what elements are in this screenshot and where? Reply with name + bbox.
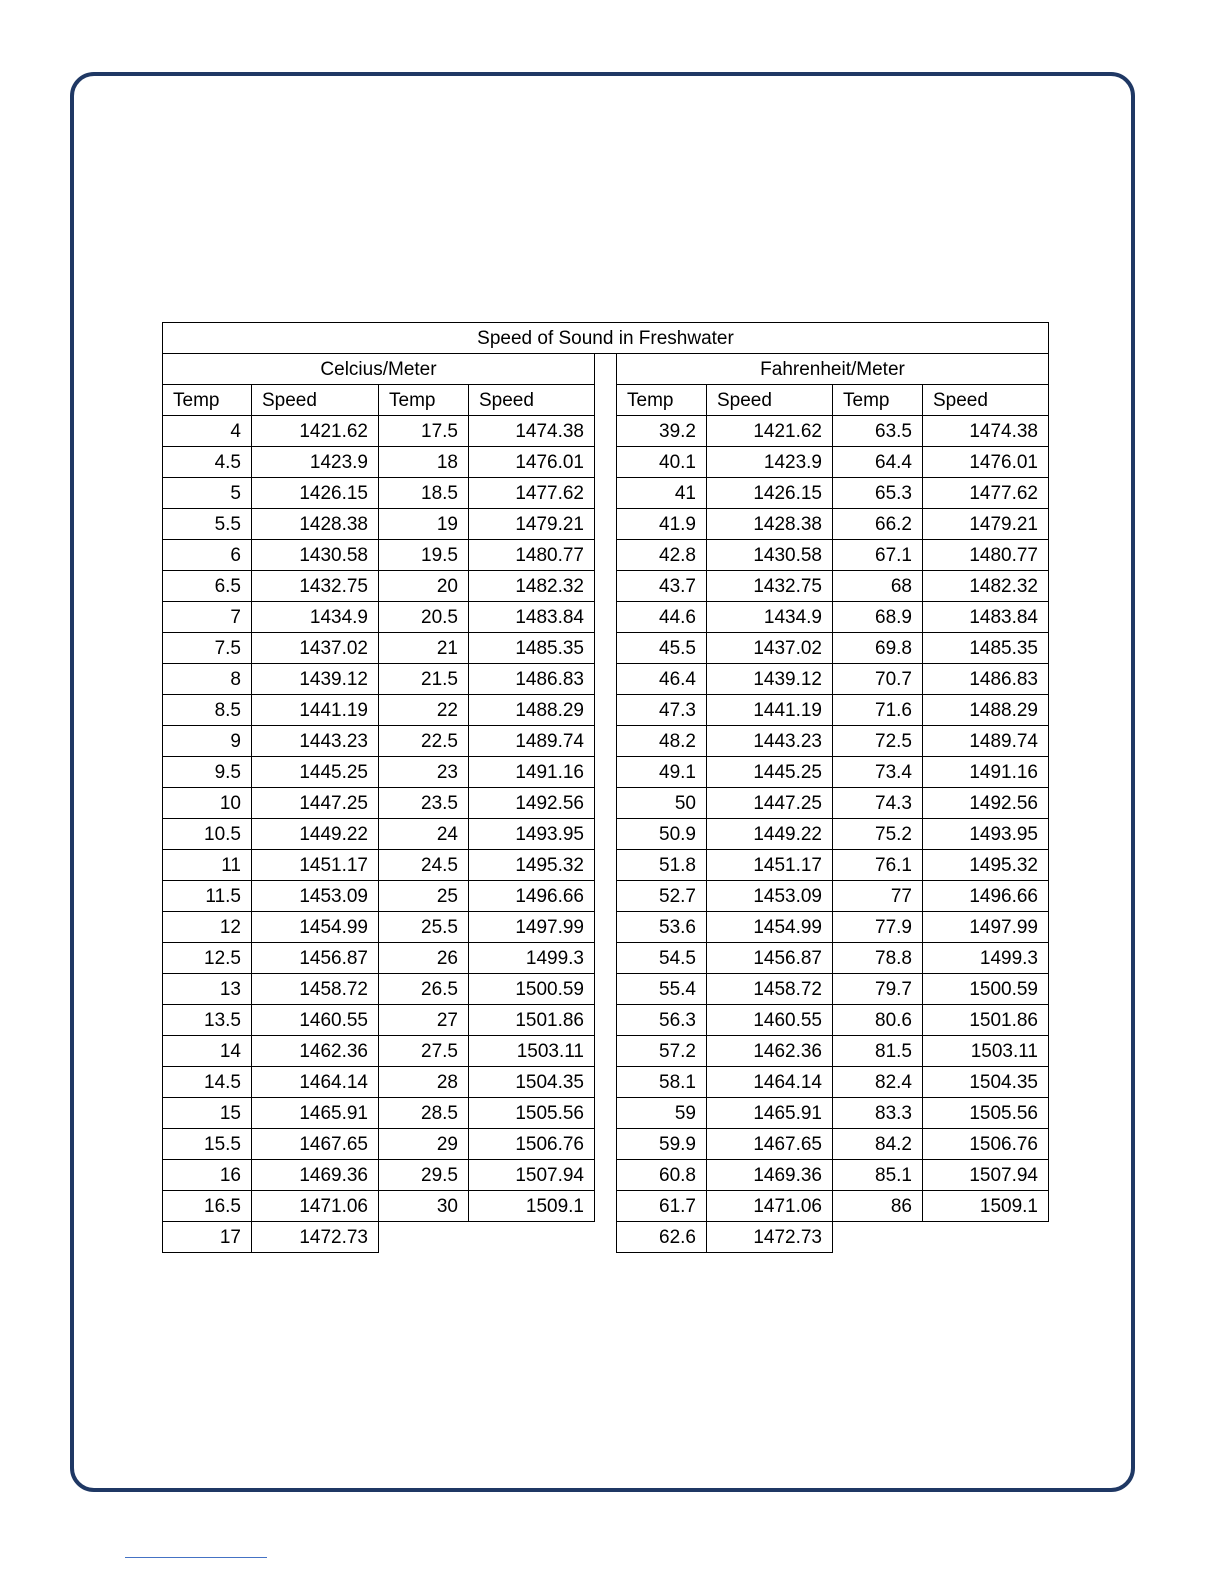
celsius-temp-b: 27.5 [379, 1036, 469, 1067]
celsius-temp-b: 22.5 [379, 726, 469, 757]
fahrenheit-speed-b: 1506.76 [923, 1129, 1049, 1160]
celsius-temp-b: 29.5 [379, 1160, 469, 1191]
fahrenheit-speed-b: 1492.56 [923, 788, 1049, 819]
celsius-speed-b: 1488.29 [469, 695, 595, 726]
celsius-temp-b: 18 [379, 447, 469, 478]
table-row [163, 1098, 1049, 1129]
celsius-speed-b: 1495.32 [469, 850, 595, 881]
fahrenheit-speed-b: 1489.74 [923, 726, 1049, 757]
fahrenheit-speed-b: 1480.77 [923, 540, 1049, 571]
fahrenheit-temp-a: 51.8 [617, 850, 707, 881]
celsius-temp-a: 13 [163, 974, 252, 1005]
celsius-speed-b: 1507.94 [469, 1160, 595, 1191]
gap-cell [595, 1222, 617, 1253]
table-row [163, 602, 1049, 633]
fahrenheit-speed-a: 1432.75 [707, 571, 833, 602]
gap-cell [595, 664, 617, 695]
celsius-speed-a: 1421.62 [252, 416, 379, 447]
celsius-speed-a: 1464.14 [252, 1067, 379, 1098]
table-row [163, 478, 1049, 509]
fahrenheit-speed-b: 1496.66 [923, 881, 1049, 912]
celsius-temp-b: 19 [379, 509, 469, 540]
celsius-temp-b: 20 [379, 571, 469, 602]
celsius-temp-a: 5.5 [163, 509, 252, 540]
table-row [163, 571, 1049, 602]
celsius-temp-b: 22 [379, 695, 469, 726]
fahrenheit-speed-a: 1451.17 [707, 850, 833, 881]
gap-cell [595, 726, 617, 757]
fahrenheit-temp-a: 56.3 [617, 1005, 707, 1036]
celsius-temp-a: 12.5 [163, 943, 252, 974]
fahrenheit-temp-b: 65.3 [833, 478, 923, 509]
celsius-temp-b: 23.5 [379, 788, 469, 819]
fahrenheit-speed-b: 1497.99 [923, 912, 1049, 943]
table-row [163, 757, 1049, 788]
fahrenheit-temp-a: 50 [617, 788, 707, 819]
celsius-speed-b: 1505.56 [469, 1098, 595, 1129]
fahrenheit-speed-a: 1430.58 [707, 540, 833, 571]
fahrenheit-temp-b: 73.4 [833, 757, 923, 788]
table-title: Speed of Sound in Freshwater [163, 323, 1049, 354]
fahrenheit-temp-a: 50.9 [617, 819, 707, 850]
table-row [163, 943, 1049, 974]
speed-of-sound-table [162, 322, 1049, 1253]
celsius-speed-b: 1504.35 [469, 1067, 595, 1098]
celsius-speed-a: 1465.91 [252, 1098, 379, 1129]
celsius-speed-a: 1454.99 [252, 912, 379, 943]
fahrenheit-temp-a: 58.1 [617, 1067, 707, 1098]
table-row [163, 1160, 1049, 1191]
fahrenheit-speed-b: 1505.56 [923, 1098, 1049, 1129]
table-body [163, 416, 1049, 1253]
table-row [163, 447, 1049, 478]
gap-cell [595, 1067, 617, 1098]
celsius-temp-b: 17.5 [379, 416, 469, 447]
fahrenheit-speed-b: 1493.95 [923, 819, 1049, 850]
celsius-speed-b: 1476.01 [469, 447, 595, 478]
gap-cell [595, 416, 617, 447]
fahrenheit-temp-a: 61.7 [617, 1191, 707, 1222]
fahrenheit-speed-a: 1472.73 [707, 1222, 833, 1253]
celsius-temp-b: 24.5 [379, 850, 469, 881]
celsius-temp-a: 11 [163, 850, 252, 881]
fahrenheit-temp-a: 52.7 [617, 881, 707, 912]
celsius-temp-b: 21.5 [379, 664, 469, 695]
fahrenheit-temp-a: 53.6 [617, 912, 707, 943]
fahrenheit-speed-a: 1462.36 [707, 1036, 833, 1067]
celsius-temp-b: 27 [379, 1005, 469, 1036]
celsius-speed-b: 1477.62 [469, 478, 595, 509]
fahrenheit-temp-b: 83.3 [833, 1098, 923, 1129]
celsius-speed-a: 1443.23 [252, 726, 379, 757]
celsius-speed-a: 1469.36 [252, 1160, 379, 1191]
celsius-speed-a: 1430.58 [252, 540, 379, 571]
celsius-temp-a: 6 [163, 540, 252, 571]
fahrenheit-temp-b: 63.5 [833, 416, 923, 447]
fahrenheit-speed-b: 1503.11 [923, 1036, 1049, 1067]
fahrenheit-speed-b: 1491.16 [923, 757, 1049, 788]
fahrenheit-temp-b: 84.2 [833, 1129, 923, 1160]
fahrenheit-temp-b: 71.6 [833, 695, 923, 726]
fahrenheit-temp-b: 75.2 [833, 819, 923, 850]
fahrenheit-temp-a: 47.3 [617, 695, 707, 726]
fahrenheit-temp-a: 42.8 [617, 540, 707, 571]
table-row [163, 1036, 1049, 1067]
fahrenheit-speed-a: 1469.36 [707, 1160, 833, 1191]
table-row [163, 850, 1049, 881]
fahrenheit-speed-b: 1485.35 [923, 633, 1049, 664]
fahrenheit-speed-a: 1441.19 [707, 695, 833, 726]
fahrenheit-temp-b: 68 [833, 571, 923, 602]
fahrenheit-temp-b: 81.5 [833, 1036, 923, 1067]
celsius-speed-b: 1479.21 [469, 509, 595, 540]
fahrenheit-speed-b: 1501.86 [923, 1005, 1049, 1036]
celsius-temp-b: 21 [379, 633, 469, 664]
table-row [163, 1191, 1049, 1222]
celsius-temp-a: 4 [163, 416, 252, 447]
fahrenheit-speed-b: 1507.94 [923, 1160, 1049, 1191]
fahrenheit-speed-a: 1434.9 [707, 602, 833, 633]
fahrenheit-temp-b: 77 [833, 881, 923, 912]
fahrenheit-speed-b: 1500.59 [923, 974, 1049, 1005]
celsius-temp-b: 30 [379, 1191, 469, 1222]
celsius-temp-a: 11.5 [163, 881, 252, 912]
fahrenheit-speed-a: 1471.06 [707, 1191, 833, 1222]
celsius-temp-a: 9.5 [163, 757, 252, 788]
celsius-temp-a: 10.5 [163, 819, 252, 850]
celsius-temp-a: 14 [163, 1036, 252, 1067]
celsius-speed-a: 1456.87 [252, 943, 379, 974]
fahrenheit-speed-a: 1428.38 [707, 509, 833, 540]
table-row [163, 664, 1049, 695]
fahrenheit-speed-b: 1474.38 [923, 416, 1049, 447]
fahrenheit-speed-a: 1453.09 [707, 881, 833, 912]
fahrenheit-temp-a: 49.1 [617, 757, 707, 788]
celsius-temp-a: 17 [163, 1222, 252, 1253]
fahrenheit-header: Fahrenheit/Meter [617, 354, 1049, 385]
celsius-speed-a: 1458.72 [252, 974, 379, 1005]
celsius-speed-a: 1445.25 [252, 757, 379, 788]
fahrenheit-speed-b: 1483.84 [923, 602, 1049, 633]
gap-cell [595, 1005, 617, 1036]
gap-cell [595, 788, 617, 819]
table-row [163, 540, 1049, 571]
col-header-temp: Temp [163, 385, 252, 416]
fahrenheit-temp-b: 78.8 [833, 943, 923, 974]
fahrenheit-temp-a: 48.2 [617, 726, 707, 757]
celsius-speed-a: 1447.25 [252, 788, 379, 819]
celsius-speed-b: 1499.3 [469, 943, 595, 974]
celsius-header: Celcius/Meter [163, 354, 595, 385]
celsius-speed-a: 1462.36 [252, 1036, 379, 1067]
fahrenheit-temp-b: 68.9 [833, 602, 923, 633]
celsius-temp-b: 28 [379, 1067, 469, 1098]
gap-cell [595, 1098, 617, 1129]
celsius-speed-b: 1491.16 [469, 757, 595, 788]
celsius-temp-a: 8 [163, 664, 252, 695]
celsius-temp-b: 26.5 [379, 974, 469, 1005]
celsius-speed-b: 1474.38 [469, 416, 595, 447]
gap-cell [595, 881, 617, 912]
table-row [163, 695, 1049, 726]
col-header-speed: Speed [923, 385, 1049, 416]
fahrenheit-temp-b: 85.1 [833, 1160, 923, 1191]
fahrenheit-temp-a: 41.9 [617, 509, 707, 540]
gap-cell [595, 850, 617, 881]
unit-header-row [163, 354, 1049, 385]
gap-cell [595, 757, 617, 788]
fahrenheit-speed-a: 1437.02 [707, 633, 833, 664]
fahrenheit-speed-a: 1439.12 [707, 664, 833, 695]
fahrenheit-speed-b: 1495.32 [923, 850, 1049, 881]
column-header-row [163, 385, 1049, 416]
fahrenheit-speed-b: 1482.32 [923, 571, 1049, 602]
fahrenheit-temp-b: 79.7 [833, 974, 923, 1005]
celsius-temp-a: 5 [163, 478, 252, 509]
fahrenheit-temp-a: 57.2 [617, 1036, 707, 1067]
celsius-temp-b: 24 [379, 819, 469, 850]
celsius-temp-a: 16 [163, 1160, 252, 1191]
gap-cell [595, 447, 617, 478]
celsius-speed-b: 1509.1 [469, 1191, 595, 1222]
fahrenheit-temp-a: 60.8 [617, 1160, 707, 1191]
fahrenheit-temp-b: 66.2 [833, 509, 923, 540]
table-row [163, 1129, 1049, 1160]
celsius-speed-b: 1492.56 [469, 788, 595, 819]
celsius-temp-a: 8.5 [163, 695, 252, 726]
fahrenheit-temp-b: 69.8 [833, 633, 923, 664]
fahrenheit-temp-a: 39.2 [617, 416, 707, 447]
footer-rule [125, 1557, 267, 1558]
celsius-speed-b: 1506.76 [469, 1129, 595, 1160]
celsius-temp-a: 4.5 [163, 447, 252, 478]
celsius-temp-a: 7.5 [163, 633, 252, 664]
fahrenheit-temp-b: 77.9 [833, 912, 923, 943]
celsius-temp-a: 10 [163, 788, 252, 819]
fahrenheit-speed-b: 1499.3 [923, 943, 1049, 974]
celsius-speed-a: 1471.06 [252, 1191, 379, 1222]
celsius-temp-b [379, 1222, 469, 1253]
fahrenheit-speed-a: 1426.15 [707, 478, 833, 509]
fahrenheit-temp-b: 72.5 [833, 726, 923, 757]
fahrenheit-temp-b: 64.4 [833, 447, 923, 478]
fahrenheit-speed-a: 1458.72 [707, 974, 833, 1005]
celsius-temp-a: 7 [163, 602, 252, 633]
celsius-speed-b: 1482.32 [469, 571, 595, 602]
gap-cell [595, 974, 617, 1005]
fahrenheit-speed-a: 1467.65 [707, 1129, 833, 1160]
celsius-speed-a: 1428.38 [252, 509, 379, 540]
col-header-temp: Temp [617, 385, 707, 416]
celsius-speed-a: 1453.09 [252, 881, 379, 912]
fahrenheit-speed-a: 1454.99 [707, 912, 833, 943]
celsius-speed-b: 1489.74 [469, 726, 595, 757]
gap-cell [595, 819, 617, 850]
celsius-temp-a: 13.5 [163, 1005, 252, 1036]
celsius-speed-a: 1449.22 [252, 819, 379, 850]
col-header-speed: Speed [469, 385, 595, 416]
celsius-temp-b: 26 [379, 943, 469, 974]
celsius-speed-a: 1426.15 [252, 478, 379, 509]
fahrenheit-speed-a: 1423.9 [707, 447, 833, 478]
col-header-speed: Speed [707, 385, 833, 416]
gap-cell [595, 354, 617, 385]
celsius-speed-b: 1485.35 [469, 633, 595, 664]
celsius-temp-a: 15.5 [163, 1129, 252, 1160]
gap-cell [595, 602, 617, 633]
table-row [163, 788, 1049, 819]
table-row [163, 912, 1049, 943]
celsius-speed-b [469, 1222, 595, 1253]
celsius-speed-b: 1486.83 [469, 664, 595, 695]
fahrenheit-speed-b: 1477.62 [923, 478, 1049, 509]
celsius-speed-a: 1423.9 [252, 447, 379, 478]
fahrenheit-speed-b: 1479.21 [923, 509, 1049, 540]
gap-cell [595, 478, 617, 509]
fahrenheit-temp-a: 55.4 [617, 974, 707, 1005]
fahrenheit-speed-a: 1447.25 [707, 788, 833, 819]
gap-cell [595, 385, 617, 416]
fahrenheit-temp-b: 74.3 [833, 788, 923, 819]
fahrenheit-speed-a: 1445.25 [707, 757, 833, 788]
table-row [163, 1067, 1049, 1098]
celsius-temp-b: 23 [379, 757, 469, 788]
celsius-temp-a: 16.5 [163, 1191, 252, 1222]
fahrenheit-temp-a: 43.7 [617, 571, 707, 602]
fahrenheit-speed-a: 1464.14 [707, 1067, 833, 1098]
fahrenheit-temp-a: 44.6 [617, 602, 707, 633]
gap-cell [595, 1129, 617, 1160]
col-header-speed: Speed [252, 385, 379, 416]
fahrenheit-temp-a: 54.5 [617, 943, 707, 974]
celsius-temp-b: 20.5 [379, 602, 469, 633]
celsius-speed-a: 1432.75 [252, 571, 379, 602]
gap-cell [595, 1191, 617, 1222]
col-header-temp: Temp [379, 385, 469, 416]
celsius-speed-a: 1460.55 [252, 1005, 379, 1036]
gap-cell [595, 1160, 617, 1191]
celsius-speed-a: 1472.73 [252, 1222, 379, 1253]
fahrenheit-speed-a: 1449.22 [707, 819, 833, 850]
fahrenheit-temp-a: 40.1 [617, 447, 707, 478]
title-row [163, 323, 1049, 354]
col-header-temp: Temp [833, 385, 923, 416]
fahrenheit-temp-b: 86 [833, 1191, 923, 1222]
fahrenheit-temp-b: 82.4 [833, 1067, 923, 1098]
fahrenheit-speed-b: 1488.29 [923, 695, 1049, 726]
fahrenheit-temp-b: 80.6 [833, 1005, 923, 1036]
fahrenheit-speed-b: 1476.01 [923, 447, 1049, 478]
gap-cell [595, 943, 617, 974]
fahrenheit-temp-b: 76.1 [833, 850, 923, 881]
celsius-temp-a: 12 [163, 912, 252, 943]
celsius-temp-b: 19.5 [379, 540, 469, 571]
fahrenheit-speed-b: 1486.83 [923, 664, 1049, 695]
celsius-speed-a: 1434.9 [252, 602, 379, 633]
table-row [163, 881, 1049, 912]
fahrenheit-speed-b: 1509.1 [923, 1191, 1049, 1222]
celsius-speed-a: 1439.12 [252, 664, 379, 695]
table-row [163, 1005, 1049, 1036]
celsius-temp-b: 28.5 [379, 1098, 469, 1129]
fahrenheit-speed-a: 1456.87 [707, 943, 833, 974]
fahrenheit-temp-a: 46.4 [617, 664, 707, 695]
celsius-speed-b: 1503.11 [469, 1036, 595, 1067]
fahrenheit-speed-b: 1504.35 [923, 1067, 1049, 1098]
celsius-speed-a: 1441.19 [252, 695, 379, 726]
fahrenheit-temp-a: 59.9 [617, 1129, 707, 1160]
celsius-temp-b: 29 [379, 1129, 469, 1160]
table-row [163, 633, 1049, 664]
gap-cell [595, 540, 617, 571]
gap-cell [595, 1036, 617, 1067]
fahrenheit-speed-a: 1421.62 [707, 416, 833, 447]
celsius-speed-b: 1500.59 [469, 974, 595, 1005]
celsius-speed-a: 1467.65 [252, 1129, 379, 1160]
gap-cell [595, 633, 617, 664]
celsius-temp-a: 9 [163, 726, 252, 757]
fahrenheit-temp-b: 67.1 [833, 540, 923, 571]
fahrenheit-speed-b [923, 1222, 1049, 1253]
fahrenheit-temp-a: 59 [617, 1098, 707, 1129]
gap-cell [595, 509, 617, 540]
celsius-speed-b: 1501.86 [469, 1005, 595, 1036]
celsius-temp-a: 14.5 [163, 1067, 252, 1098]
celsius-temp-a: 15 [163, 1098, 252, 1129]
celsius-speed-b: 1480.77 [469, 540, 595, 571]
celsius-speed-b: 1493.95 [469, 819, 595, 850]
fahrenheit-speed-a: 1460.55 [707, 1005, 833, 1036]
celsius-speed-a: 1437.02 [252, 633, 379, 664]
celsius-speed-a: 1451.17 [252, 850, 379, 881]
fahrenheit-temp-a: 41 [617, 478, 707, 509]
gap-cell [595, 571, 617, 602]
celsius-speed-b: 1497.99 [469, 912, 595, 943]
table-row [163, 819, 1049, 850]
celsius-speed-b: 1496.66 [469, 881, 595, 912]
celsius-temp-a: 6.5 [163, 571, 252, 602]
celsius-temp-b: 18.5 [379, 478, 469, 509]
gap-cell [595, 912, 617, 943]
celsius-temp-b: 25 [379, 881, 469, 912]
table-row [163, 416, 1049, 447]
fahrenheit-temp-a: 45.5 [617, 633, 707, 664]
table-row [163, 1222, 1049, 1253]
fahrenheit-temp-b: 70.7 [833, 664, 923, 695]
table-row [163, 509, 1049, 540]
celsius-speed-b: 1483.84 [469, 602, 595, 633]
gap-cell [595, 695, 617, 726]
fahrenheit-speed-a: 1443.23 [707, 726, 833, 757]
table-row [163, 974, 1049, 1005]
fahrenheit-temp-b [833, 1222, 923, 1253]
fahrenheit-temp-a: 62.6 [617, 1222, 707, 1253]
celsius-temp-b: 25.5 [379, 912, 469, 943]
table-row [163, 726, 1049, 757]
fahrenheit-speed-a: 1465.91 [707, 1098, 833, 1129]
